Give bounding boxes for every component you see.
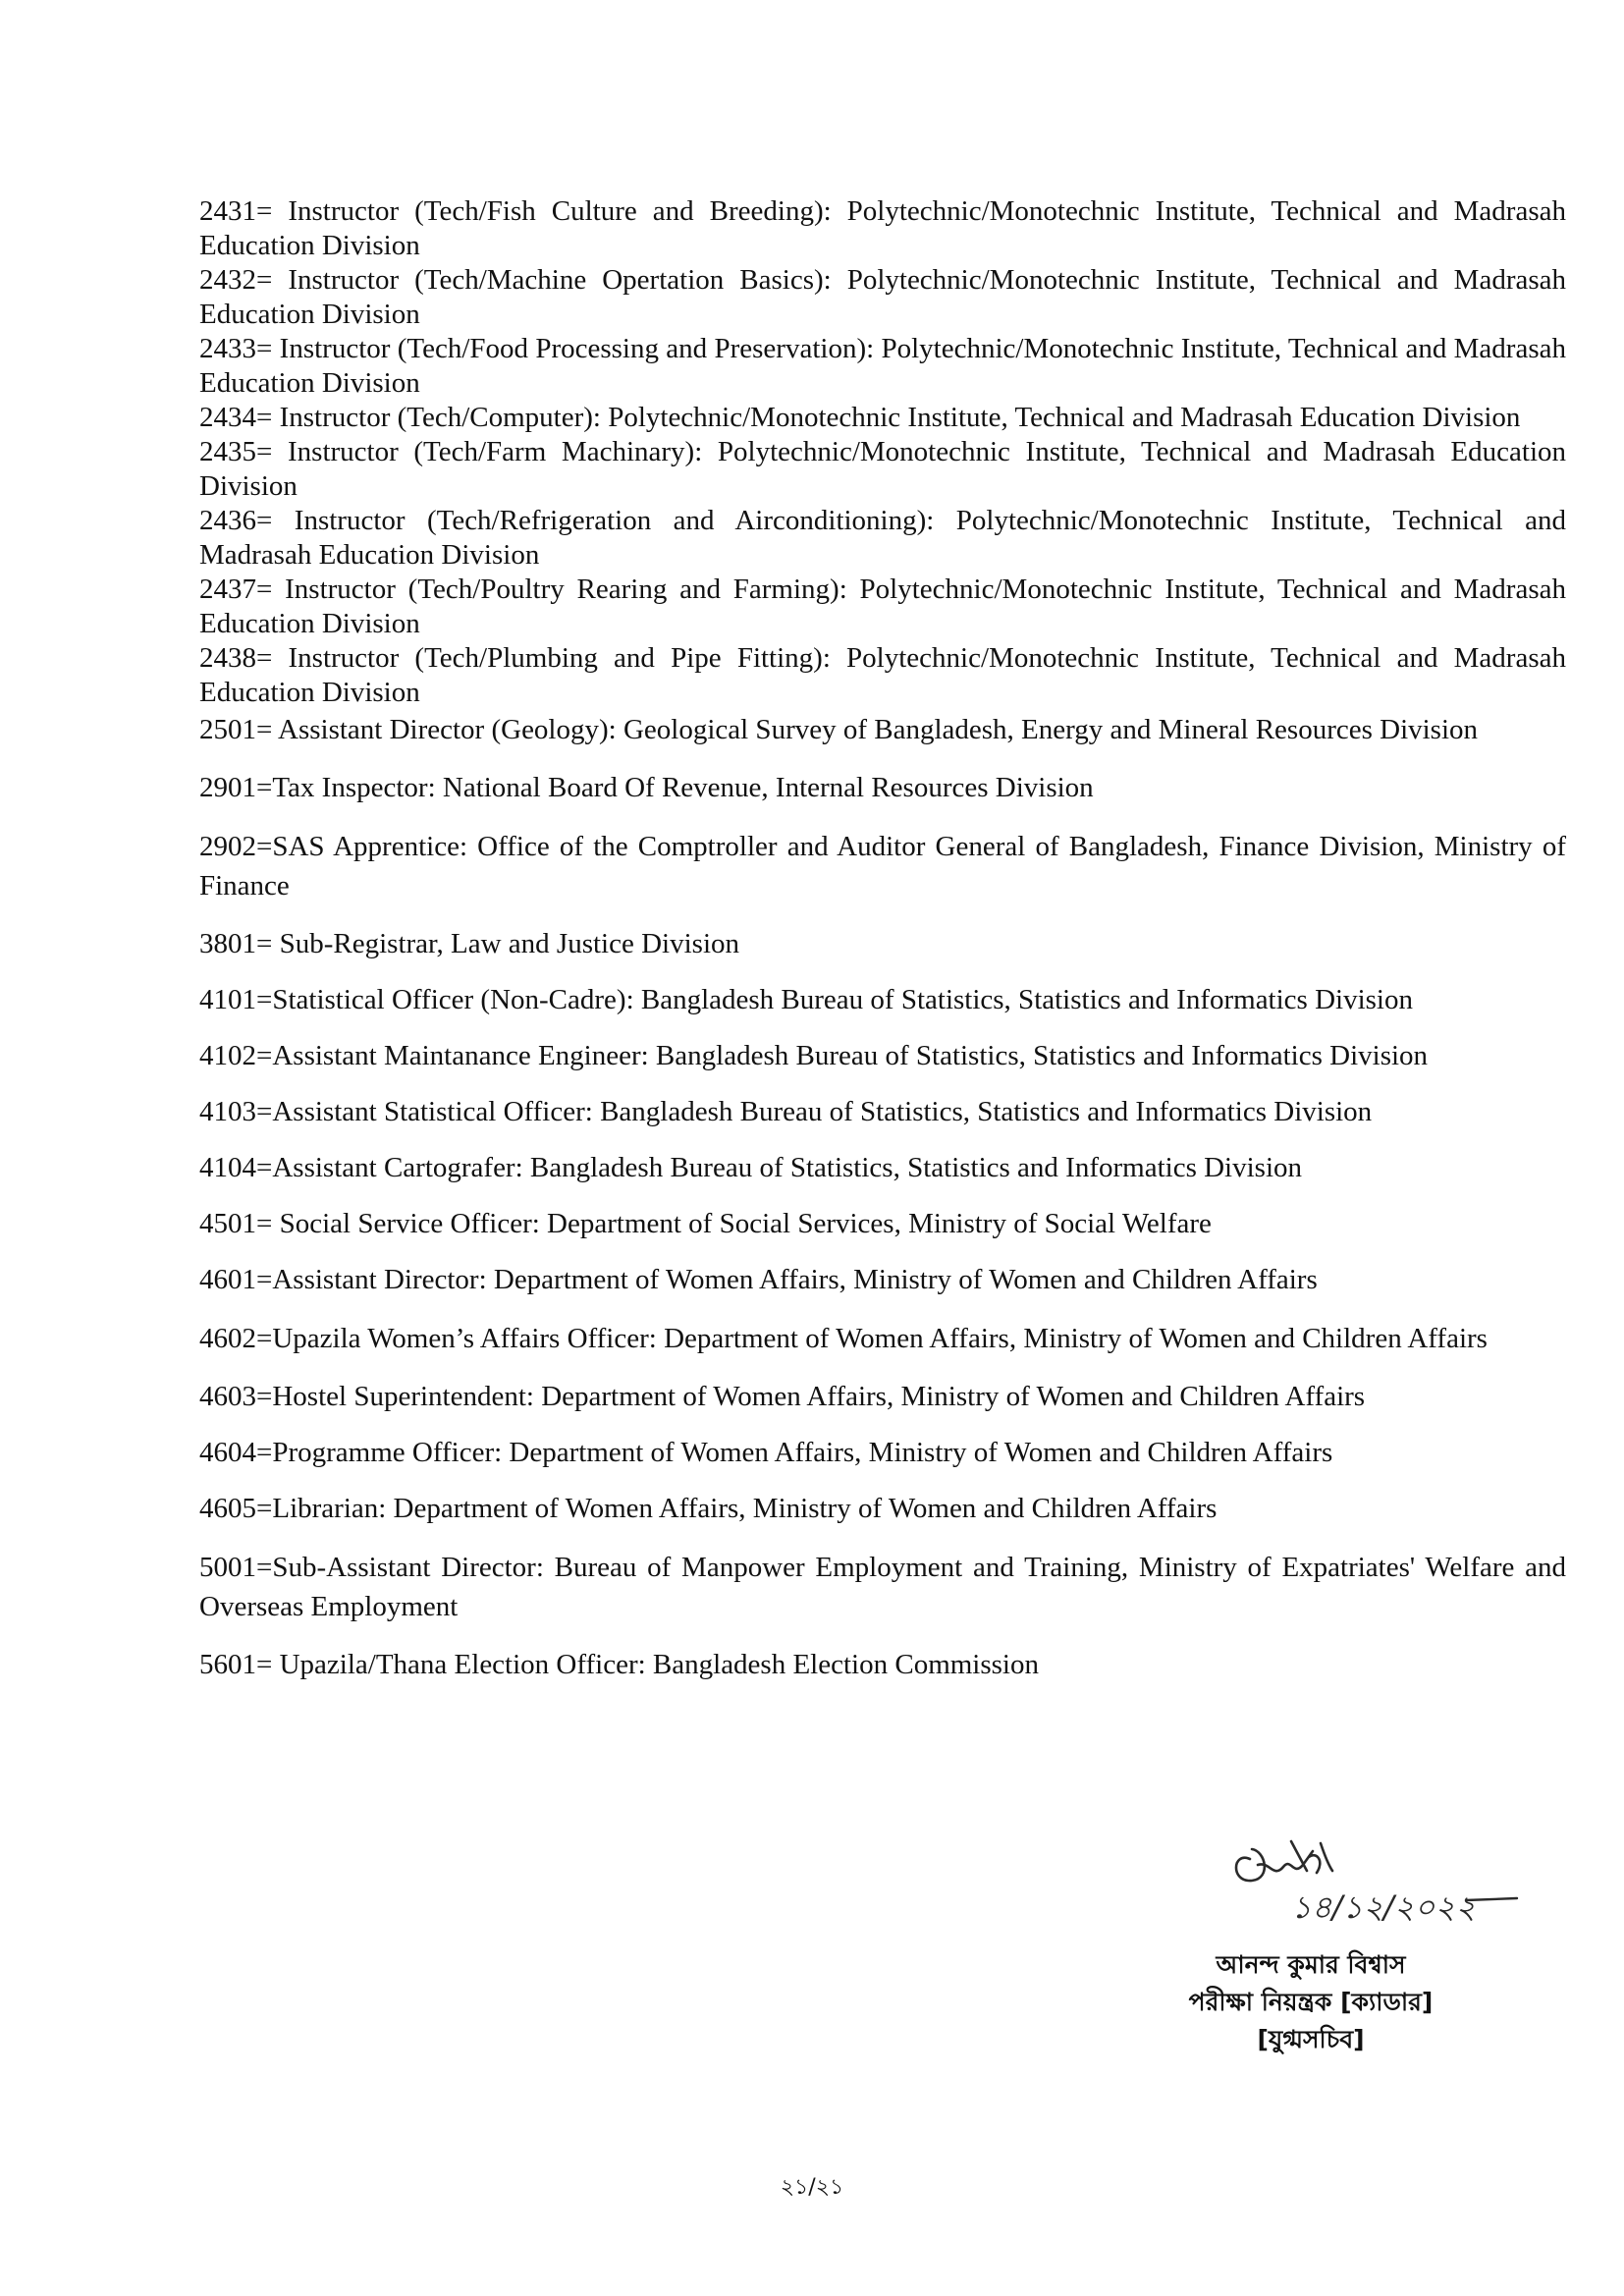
entry-2437: 2437= Instructor (Tech/Poultry Rearing and Farming): Polytechnic/Monotechnic Institute, Technical and Madrasah Education Division [199, 574, 1566, 639]
entry-2901: 2901=Tax Inspector: National Board Of Revenue, Internal Resources Division [199, 772, 1094, 803]
entry-5001: 5001=Sub-Assistant Director: Bureau of Manpower Employment and Training, Ministry of Expatriates' Welfare and Overseas Employment [199, 1552, 1566, 1622]
signature-block [1154, 1822, 1527, 2067]
signer-rank: [যুগ্মসচিব] [1257, 2025, 1365, 2053]
entry-2902: 2902=SAS Apprentice: Office of the Comptroller and Auditor General of Bangladesh, Finance Division, Ministry of Finance [199, 831, 1566, 902]
signer-name: আনন্দ কুমার বিশ্বাস [1216, 1950, 1406, 1979]
entry-4501: 4501= Social Service Officer: Department of Social Services, Ministry of Social Welfare [199, 1208, 1212, 1239]
entry-4603: 4603=Hostel Superintendent: Department of Women Affairs, Ministry of Women and Children Affairs [199, 1381, 1366, 1412]
entry-2436: 2436= Instructor (Tech/Refrigeration and Airconditioning): Polytechnic/Monotechnic Institute, Technical and Madrasah Education Division [199, 505, 1566, 571]
entry-2435: 2435= Instructor (Tech/Farm Machinary): Polytechnic/Monotechnic Institute, Technical and Madrasah Education Division [199, 436, 1566, 502]
entry-4103: 4103=Assistant Statistical Officer: Bangladesh Bureau of Statistics, Statistics and Informatics Division [199, 1096, 1373, 1127]
page-number: ২১/২১ [780, 2175, 844, 2200]
entry-4102: 4102=Assistant Maintanance Engineer: Bangladesh Bureau of Statistics, Statistics and Informatics Division [199, 1040, 1429, 1071]
signer-designation: পরীক্ষা নিয়ন্ত্রক [ক্যাডার] [1188, 1988, 1434, 2016]
entry-4104: 4104=Assistant Cartografer: Bangladesh Bureau of Statistics, Statistics and Informatics Division [199, 1152, 1302, 1183]
entry-2434: 2434= Instructor (Tech/Computer): Polytechnic/Monotechnic Institute, Technical and Madrasah Education Division [199, 402, 1521, 433]
entry-2438: 2438= Instructor (Tech/Plumbing and Pipe Fitting): Polytechnic/Monotechnic Institute, Technical and Madrasah Education Division [199, 642, 1566, 708]
entry-2501: 2501= Assistant Director (Geology): Geological Survey of Bangladesh, Energy and Mineral Resources Division [199, 714, 1479, 745]
entry-5601: 5601= Upazila/Thana Election Officer: Bangladesh Election Commission [199, 1649, 1039, 1680]
entry-2432: 2432= Instructor (Tech/Machine Opertation Basics): Polytechnic/Monotechnic Institute, Technical and Madrasah Education Division [199, 264, 1566, 330]
entry-3801: 3801= Sub-Registrar, Law and Justice Division [199, 928, 740, 959]
entry-2433: 2433= Instructor (Tech/Food Processing and Preservation): Polytechnic/Monotechnic Institute, Technical and Madrasah Education Division [199, 333, 1566, 399]
signature-date: ১৪/১২/২০২২ [1291, 1888, 1476, 1926]
entry-4601: 4601=Assistant Director: Department of Women Affairs, Ministry of Women and Children Affairs [199, 1264, 1318, 1295]
entry-4101: 4101=Statistical Officer (Non-Cadre): Bangladesh Bureau of Statistics, Statistics and Informatics Division [199, 984, 1413, 1015]
document-body [199, 194, 1566, 1704]
handwritten-signature [1222, 1822, 1527, 1940]
entry-4605: 4605=Librarian: Department of Women Affairs, Ministry of Women and Children Affairs [199, 1493, 1218, 1524]
entry-4604: 4604=Programme Officer: Department of Women Affairs, Ministry of Women and Children Affairs [199, 1437, 1333, 1468]
entry-4602: 4602=Upazila Women’s Affairs Officer: Department of Women Affairs, Ministry of Women and Children Affairs [199, 1323, 1488, 1354]
entry-2431: 2431= Instructor (Tech/Fish Culture and Breeding): Polytechnic/Monotechnic Institute, Technical and Madrasah Education Division [199, 195, 1566, 261]
